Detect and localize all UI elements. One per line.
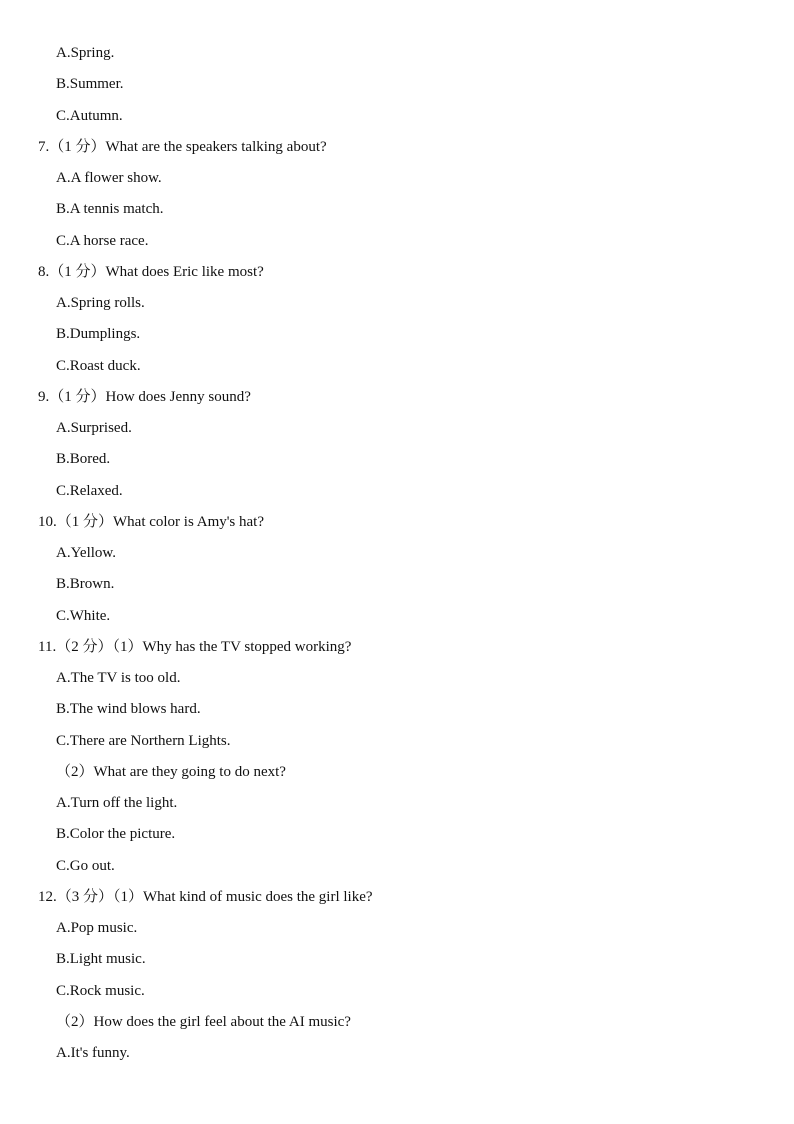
question-11-2-option-a: A.Turn off the light. (56, 795, 178, 811)
question-10: 10.（1 分）What color is Amy's hat? (38, 513, 265, 530)
question-11-2-option-c: C.Go out. (56, 857, 115, 874)
question-11-1-option-c: C.There are Northern Lights. (56, 732, 231, 749)
question-7-option-c: C.A horse race. (56, 232, 149, 249)
question-11: 11.（2 分）（1）Why has the TV stopped working? (38, 638, 352, 655)
question-12-1-option-c: C.Rock music. (56, 982, 145, 999)
question-10-option-c: C.White. (56, 607, 111, 624)
question-8: 8.（1 分）What does Eric like most? (38, 263, 264, 280)
question-12-1-option-a: A.Pop music. (56, 920, 138, 936)
exam-page (0, 38, 794, 1069)
question-9-option-a: A.Surprised. (56, 420, 132, 436)
question-12-1-option-b: B.Light music. (56, 951, 146, 968)
question-9-option-c: C.Relaxed. (56, 482, 123, 499)
question-7-option-b: B.A tennis match. (56, 201, 164, 218)
option-c-line: C.Autumn. (56, 107, 123, 124)
question-11-1-option-b: B.The wind blows hard. (56, 701, 201, 718)
question-12-sub-2: （2）How does the girl feel about the AI music? (56, 1013, 351, 1030)
question-7-option-a: A.A flower show. (56, 170, 162, 186)
question-9: 9.（1 分）How does Jenny sound? (38, 388, 251, 405)
question-11-2-option-b: B.Color the picture. (56, 826, 176, 843)
question-10-option-b: B.Brown. (56, 576, 115, 593)
question-9-option-b: B.Bored. (56, 451, 111, 468)
question-10-option-a: A.Yellow. (56, 545, 117, 561)
question-12: 12.（3 分）（1）What kind of music does the girl like? (38, 888, 373, 905)
option-a-line: A.Spring. (56, 45, 115, 61)
question-8-option-b: B.Dumplings. (56, 326, 141, 343)
option-b-line: B.Summer. (56, 76, 124, 93)
question-12-2-option-a: A.It's funny. (56, 1045, 130, 1061)
question-8-option-a: A.Spring rolls. (56, 295, 145, 311)
question-7: 7.（1 分）What are the speakers talking about? (38, 138, 327, 155)
question-11-1-option-a: A.The TV is too old. (56, 670, 181, 686)
question-8-option-c: C.Roast duck. (56, 357, 141, 374)
question-11-sub-2: （2）What are they going to do next? (56, 763, 286, 780)
